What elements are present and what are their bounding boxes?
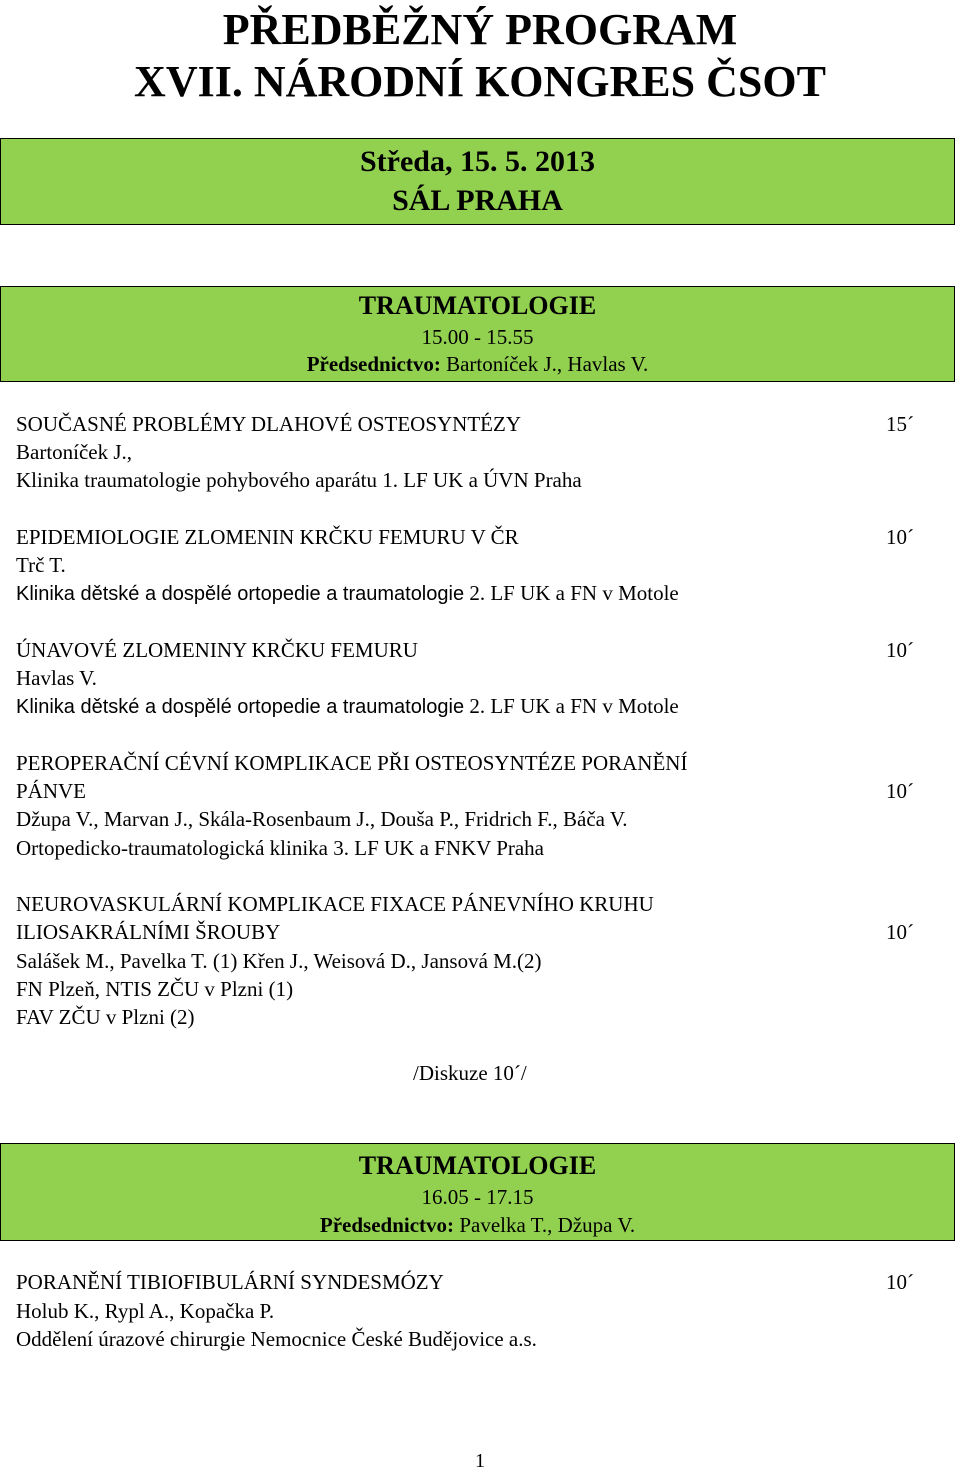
talk-title: PORANĚNÍ TIBIOFIBULÁRNÍ SYNDESMÓZY [16,1270,444,1294]
talk-authors: Holub K., Rypl A., Kopačka P. [16,1299,275,1323]
session-chair-names: Pavelka T., Džupa V. [454,1213,636,1237]
session-chair [1,1212,954,1238]
talk-title: SOUČASNÉ PROBLÉMY DLAHOVÉ OSTEOSYNTÉZY [16,412,521,436]
session-header-box [0,286,955,382]
talk-duration: 10´ [886,779,914,803]
talk-affiliation [16,693,679,720]
talk-affiliation: Klinika traumatologie pohybového aparátu 1. LF UK a ÚVN Praha [16,468,582,492]
session-chair-names: Bartoníček J., Havlas V. [440,352,649,376]
day-date: Středa, 15. 5. 2013 [360,145,595,178]
talk-affiliation: Oddělení úrazové chirurgie Nemocnice České Budějovice a.s. [16,1327,537,1351]
page-number: 1 [475,1450,485,1472]
day-header-box [0,138,955,225]
session-time: 15.00 - 15.55 [421,325,534,349]
talk-title-line1: NEUROVASKULÁRNÍ KOMPLIKACE FIXACE PÁNEVNÍHO KRUHU [16,892,654,916]
talk-authors: Bartoníček J., [16,440,133,464]
talk-duration: 15´ [886,412,914,436]
talk-affiliation-institution: 2. LF UK a FN v Motole [464,581,679,605]
talk-affiliation: Ortopedicko-traumatologická klinika 3. LF UK a FNKV Praha [16,836,545,860]
talk-authors: Salášek M., Pavelka T. (1) Křen J., Weisová D., Jansová M.(2) [16,949,542,973]
talk-authors: Havlas V. [16,666,97,690]
talk-title: ÚNAVOVÉ ZLOMENINY KRČKU FEMURU [16,638,418,662]
talk-duration: 10´ [886,638,914,662]
talk-affiliation [16,580,679,607]
talk-title-line2: PÁNVE [16,779,87,803]
day-hall: SÁL PRAHA [392,184,563,217]
session-title: TRAUMATOLOGIE [358,1151,597,1180]
talk-title: EPIDEMIOLOGIE ZLOMENIN KRČKU FEMURU V ČR [16,525,519,549]
session-header-box [0,1143,955,1241]
talk-authors: Trč T. [16,553,66,577]
talk-duration: 10´ [886,920,914,944]
talk-affiliation-institution: 2. LF UK a FN v Motole [464,694,679,718]
session-time: 16.05 - 17.15 [421,1185,534,1209]
session-chair-label: Předsednictvo: [306,352,441,376]
page-title-line2: XVII. NÁRODNÍ KONGRES ČSOT [134,57,826,106]
discussion-note: /Diskuze 10´/ [413,1061,527,1085]
talk-duration: 10´ [886,1270,914,1294]
session-chair [1,351,954,377]
talk-affiliation: FAV ZČU v Plzni (2) [16,1005,195,1029]
talk-authors: Džupa V., Marvan J., Skála-Rosenbaum J., Douša P., Fridrich F., Báča V. [16,807,628,831]
session-chair-label: Předsednictvo: [319,1213,455,1237]
talk-duration: 10´ [886,525,914,549]
talk-affiliation-clinic: Klinika dětské a dospělé ortopedie a traumatologie [16,696,465,718]
session-title: TRAUMATOLOGIE [358,291,597,320]
talk-affiliation: FN Plzeň, NTIS ZČU v Plzni (1) [16,977,294,1001]
page-title-line1: PŘEDBĚŽNÝ PROGRAM [222,5,738,54]
talk-title-line1: PEROPERAČNÍ CÉVNÍ KOMPLIKACE PŘI OSTEOSYNTÉZE PORANĚNÍ [16,751,688,775]
talk-title-line2: ILIOSAKRÁLNÍMI ŠROUBY [16,920,281,944]
talk-affiliation-clinic: Klinika dětské a dospělé ortopedie a traumatologie [16,583,465,605]
